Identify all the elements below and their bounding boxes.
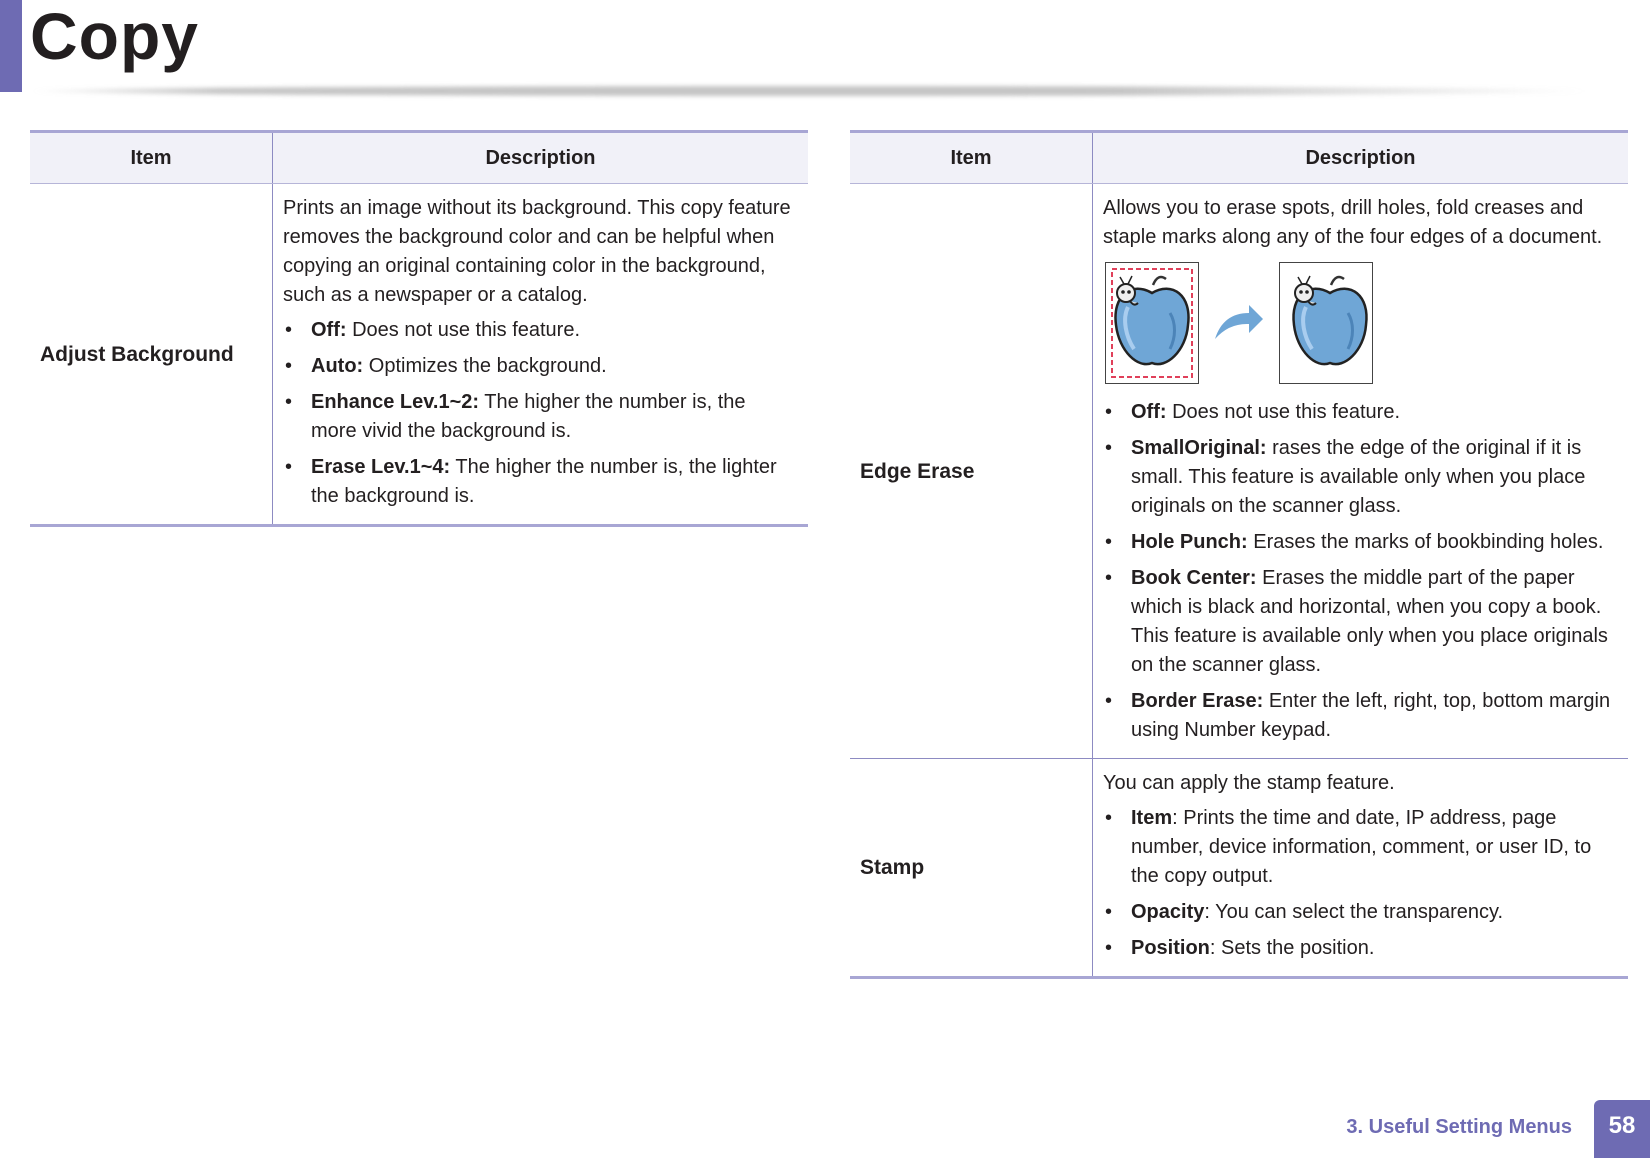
option-text: Erases the middle part of the paper which is black and horizontal, when you copy a book. This feature is available only when you place originals on the scanner glass. [1131, 567, 1608, 676]
option-label: Item [1131, 807, 1173, 829]
row-item-stamp: Stamp [850, 759, 1093, 978]
page-number: 58 [1594, 1100, 1650, 1158]
list-item [283, 352, 796, 381]
list-item [1103, 398, 1616, 427]
original-document-image [1105, 262, 1199, 384]
column-header-item: Item [30, 132, 273, 184]
option-label: Auto: [311, 355, 364, 377]
erased-document-image [1279, 262, 1373, 384]
left-spec-table [30, 130, 808, 527]
header-accent-bar [0, 0, 22, 92]
option-label: Hole Punch: [1131, 531, 1248, 553]
option-label: Off: [311, 319, 347, 341]
right-spec-table [850, 130, 1628, 979]
column-header-item: Item [850, 132, 1093, 184]
page-title: Copy [30, 0, 199, 73]
option-label: Border Erase: [1131, 690, 1264, 712]
option-text: Enter the left, right, top, bottom margin using Number keypad. [1131, 690, 1611, 741]
option-list [1103, 804, 1616, 963]
option-label: SmallOriginal: [1131, 437, 1267, 459]
list-item [283, 316, 796, 345]
column-header-description: Description [1093, 132, 1629, 184]
row-item-edge-erase: Edge Erase [850, 184, 1093, 759]
table-row [850, 759, 1628, 978]
option-label: Off: [1131, 401, 1167, 423]
row-description [1093, 184, 1629, 759]
option-list [1103, 398, 1616, 745]
description-intro: Allows you to erase spots, drill holes, fold creases and staple marks along any of the four edges of a document. [1103, 197, 1603, 248]
option-text: The higher the number is, the lighter the background is. [311, 456, 777, 507]
footer-chapter-label: 3. Useful Setting Menus [1346, 1116, 1572, 1138]
description-intro: You can apply the stamp feature. [1103, 772, 1395, 794]
list-item [1103, 687, 1616, 745]
option-text: : You can select the transparency. [1204, 901, 1504, 923]
list-item [1103, 934, 1616, 963]
option-text: : Sets the position. [1209, 937, 1375, 959]
list-item [283, 388, 796, 446]
list-item [283, 453, 796, 511]
option-label: Erase Lev.1~4: [311, 456, 451, 478]
option-text: The higher the number is, the more vivid the background is. [311, 391, 746, 442]
option-label: Opacity [1131, 901, 1205, 923]
option-text: rases the edge of the original if it is small. This feature is available only when you place originals on the scanner glass. [1131, 437, 1586, 517]
edge-erase-illustration [1105, 262, 1616, 384]
arrow-right-icon [1211, 293, 1267, 353]
table-row [850, 184, 1628, 759]
title-divider [30, 86, 1590, 96]
option-text: Does not use this feature. [346, 319, 581, 341]
column-header-description: Description [273, 132, 809, 184]
list-item [1103, 434, 1616, 521]
table-row [30, 184, 808, 526]
row-description [1093, 759, 1629, 978]
list-item [1103, 804, 1616, 891]
option-label: Enhance Lev.1~2: [311, 391, 480, 413]
list-item [1103, 564, 1616, 680]
list-item [1103, 528, 1616, 557]
option-label: Position [1131, 937, 1210, 959]
row-item-adjust-background: Adjust Background [30, 184, 273, 526]
option-list [283, 316, 796, 511]
option-text: Does not use this feature. [1166, 401, 1401, 423]
row-description [273, 184, 809, 526]
description-intro: Prints an image without its background. This copy feature removes the background color and can be helpful when copying an original containing color in the background, such as a newspaper or a catalog. [283, 197, 791, 306]
option-text: Erases the marks of bookbinding holes. [1247, 531, 1604, 553]
option-label: Book Center: [1131, 567, 1257, 589]
option-text: Optimizes the background. [363, 355, 607, 377]
option-text: : Prints the time and date, IP address, page number, device information, comment, or user ID, to the copy output. [1131, 807, 1592, 887]
list-item [1103, 898, 1616, 927]
